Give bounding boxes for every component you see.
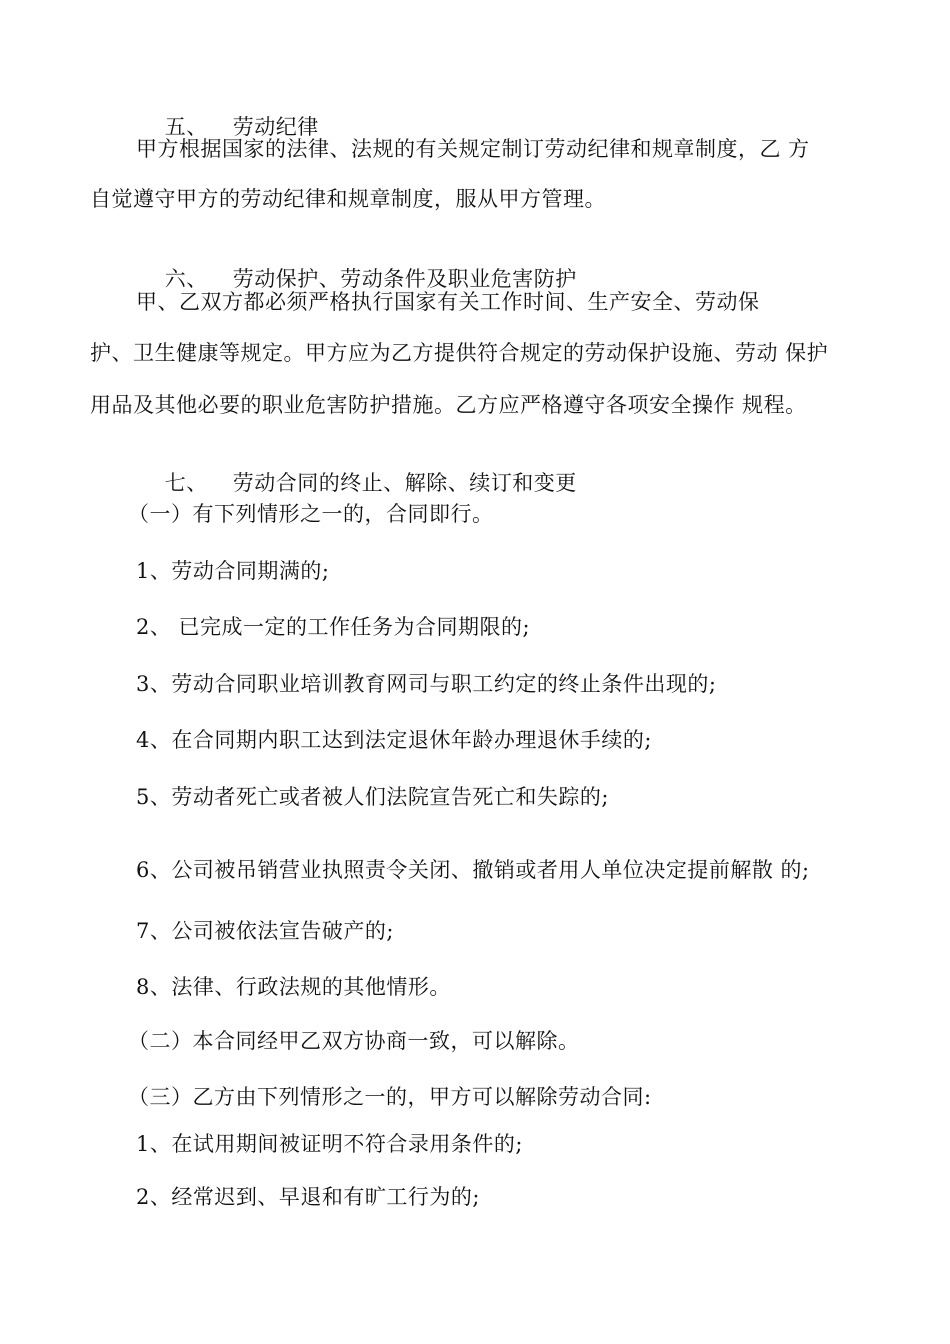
list-item: 4、在合同期内职工达到法定退休年龄办理退休手续的; (136, 728, 652, 752)
section-number: 五、 (164, 115, 208, 139)
subsection-heading: （一）有下列情形之一的，合同即行。 (128, 502, 494, 526)
list-item: 1、在试用期间被证明不符合录用条件的; (136, 1132, 523, 1156)
section-title: 劳动纪律 (232, 115, 319, 139)
list-item: 6、公司被吊销营业执照责令关闭、撤销或者用人单位决定提前解散 的; (136, 858, 810, 882)
list-item: 1、劳动合同期满的; (136, 559, 330, 583)
paragraph-line: 甲方根据国家的法律、法规的有关规定制订劳动纪律和规章制度，乙 方 (136, 137, 810, 161)
subsection-heading: （三）乙方由下列情形之一的，甲方可以解除劳动合同: (128, 1085, 652, 1109)
section-number: 六、 (164, 267, 208, 291)
list-item: 2、经常迟到、早退和有旷工行为的; (136, 1185, 480, 1209)
list-item: 3、劳动合同职业培训教育网司与职工约定的终止条件出现的; (136, 672, 717, 696)
list-item: 8、法律、行政法规的其他情形。 (136, 975, 451, 999)
paragraph-line: 用品及其他必要的职业危害防护措施。乙方应严格遵守各项安全操作 规程。 (90, 393, 807, 417)
paragraph-line: 自觉遵守甲方的劳动纪律和规章制度，服从甲方管理。 (90, 187, 606, 211)
paragraph-line: 甲、乙双方都必须严格执行国家有关工作时间、生产安全、劳动保 (136, 290, 760, 314)
list-item: 2、 已完成一定的工作任务为合同期限的; (136, 615, 531, 639)
subsection-heading: （二）本合同经甲乙双方协商一致，可以解除。 (128, 1029, 580, 1053)
section-title: 劳动保护、劳动条件及职业危害防护 (232, 267, 577, 291)
paragraph-line: 护、卫生健康等规定。甲方应为乙方提供符合规定的劳动保护设施、劳动 保护 (90, 341, 829, 365)
list-item: 5、劳动者死亡或者被人们法院宣告死亡和失踪的; (136, 785, 609, 809)
section-number: 七、 (164, 471, 208, 495)
list-item: 7、公司被依法宣告破产的; (136, 919, 394, 943)
section-title: 劳动合同的终止、解除、续订和变更 (232, 471, 577, 495)
